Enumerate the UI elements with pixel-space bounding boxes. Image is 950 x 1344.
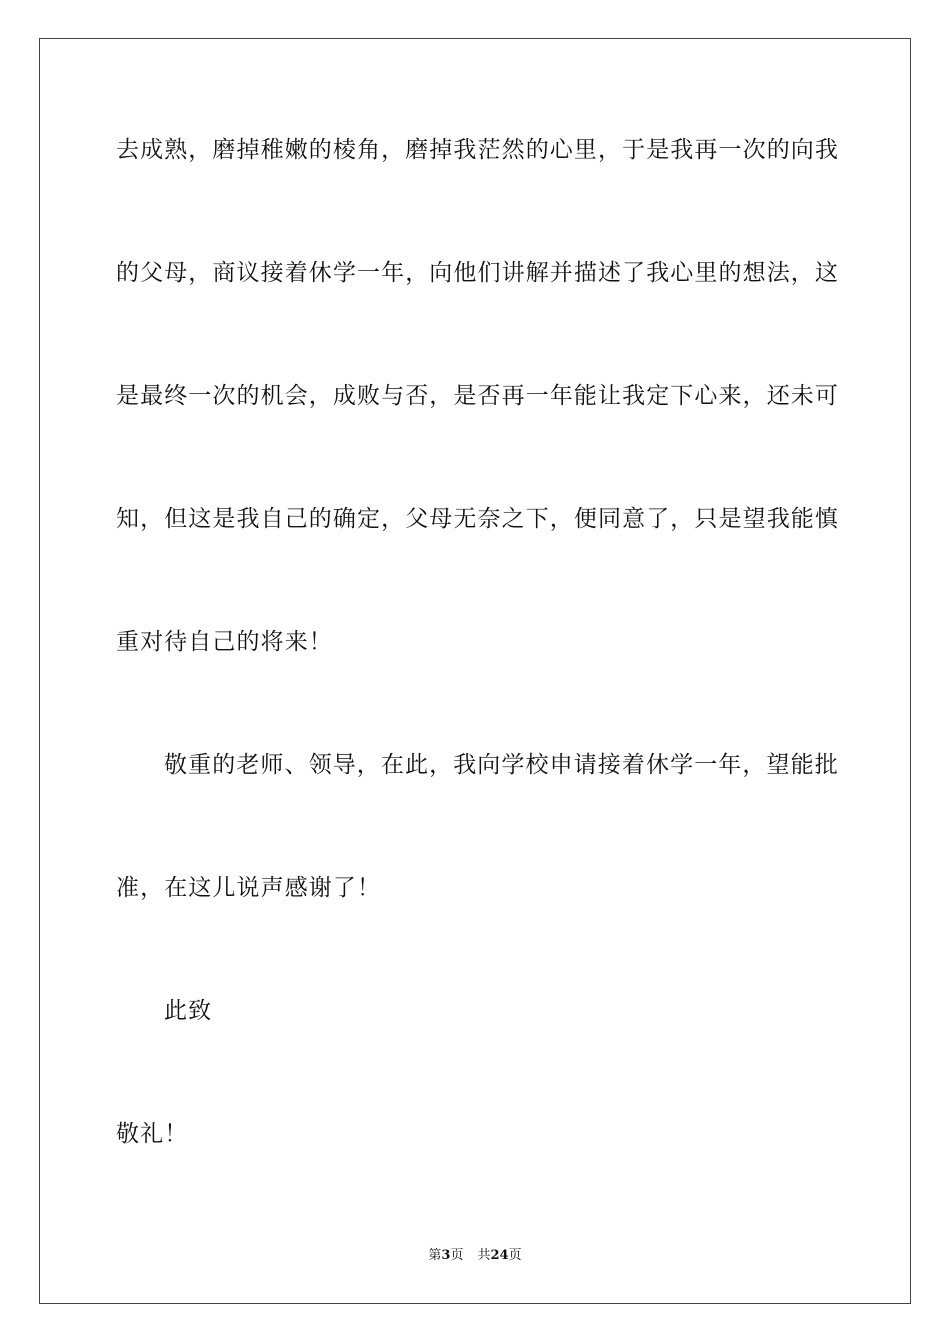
body-text-line: 是最终一次的机会，成败与否，是否再一年能让我定下心来，还未可: [116, 383, 839, 409]
body-text-line: 知，但这是我自己的确定，父母无奈之下，便同意了，只是望我能慎: [116, 506, 839, 532]
body-text-line: 去成熟，磨掉稚嫩的棱角，磨掉我茫然的心里，于是我再一次的向我: [116, 137, 839, 163]
body-text-line: 准，在这儿说声感谢了！: [116, 875, 382, 901]
body-text-line: 重对待自己的将来！: [116, 629, 333, 655]
closing-regards: 敬礼！: [116, 1121, 189, 1147]
page-footer: [0, 1247, 950, 1265]
page-label-suffix: 页: [450, 1248, 464, 1263]
page-number: 3: [441, 1248, 451, 1263]
total-label-suffix: 页: [508, 1248, 522, 1263]
closing-salutation: 此致: [164, 998, 213, 1024]
page-label-prefix: 第: [428, 1248, 442, 1263]
page-border: [39, 38, 911, 1304]
body-text-line: 的父母，商议接着休学一年，向他们讲解并描述了我心里的想法，这: [116, 260, 839, 286]
body-text-line: 敬重的老师、领导，在此，我向学校申请接着休学一年，望能批: [164, 752, 839, 778]
total-label-prefix: 共: [477, 1248, 491, 1263]
total-pages: 24: [490, 1248, 509, 1263]
